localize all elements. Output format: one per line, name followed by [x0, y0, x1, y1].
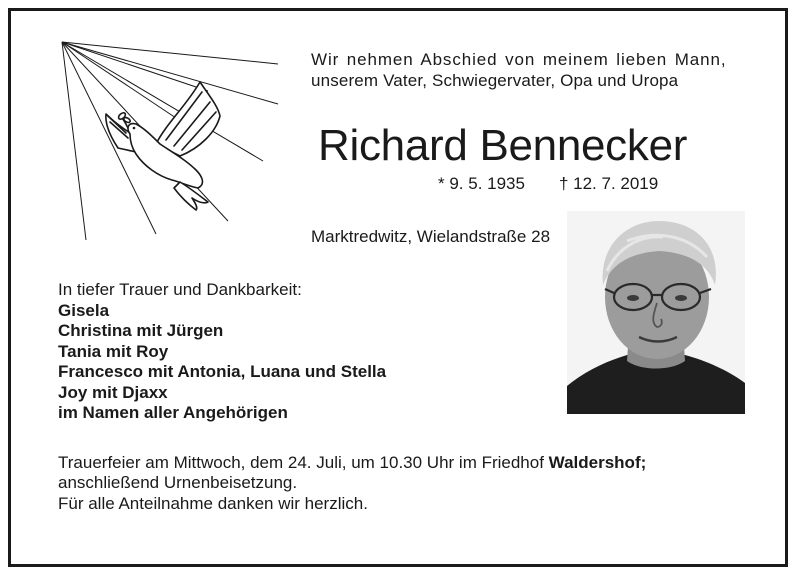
mourner-name: Tania mit Roy — [58, 341, 169, 361]
deceased-name: Richard Bennecker — [318, 121, 688, 170]
ceremony-info — [58, 453, 646, 492]
intro-line-1: Wir nehmen Abschied von meinem lieben Mann, — [311, 50, 727, 69]
mourner-name: Francesco mit Antonia, Luana und Stella — [58, 362, 387, 381]
ceremony-text: Trauerfeier am Mittwoch, dem 24. Juli, um 10.30 Uhr im Friedhof — [58, 453, 544, 472]
intro-line-2: unserem Vater, Schwiegervater, Opa und Uropa — [311, 71, 679, 90]
intro-text — [311, 49, 726, 91]
ceremony-place: Waldershof; — [548, 453, 647, 472]
thanks-text: Für alle Anteilnahme danken wir herzlich. — [58, 494, 368, 513]
mourner-name: Joy mit Djaxx — [58, 382, 168, 402]
mourner-name: Christina mit Jürgen — [58, 321, 224, 340]
life-dates — [438, 174, 658, 194]
mourners-heading: In tiefer Trauer und Dankbarkeit: — [58, 280, 302, 299]
dove-icon — [48, 36, 288, 246]
mourner-name: im Namen aller Angehörigen — [58, 403, 288, 422]
portrait-photo — [567, 211, 745, 414]
mourner-name: Gisela — [58, 300, 110, 320]
birth-date: * 9. 5. 1935 — [438, 174, 525, 193]
address: Marktredwitz, Wielandstraße 28 — [311, 227, 551, 246]
death-date: † 12. 7. 2019 — [558, 174, 659, 193]
mourners-block — [58, 280, 386, 424]
ceremony-line-2: anschließend Urnenbeisetzung. — [58, 472, 298, 492]
